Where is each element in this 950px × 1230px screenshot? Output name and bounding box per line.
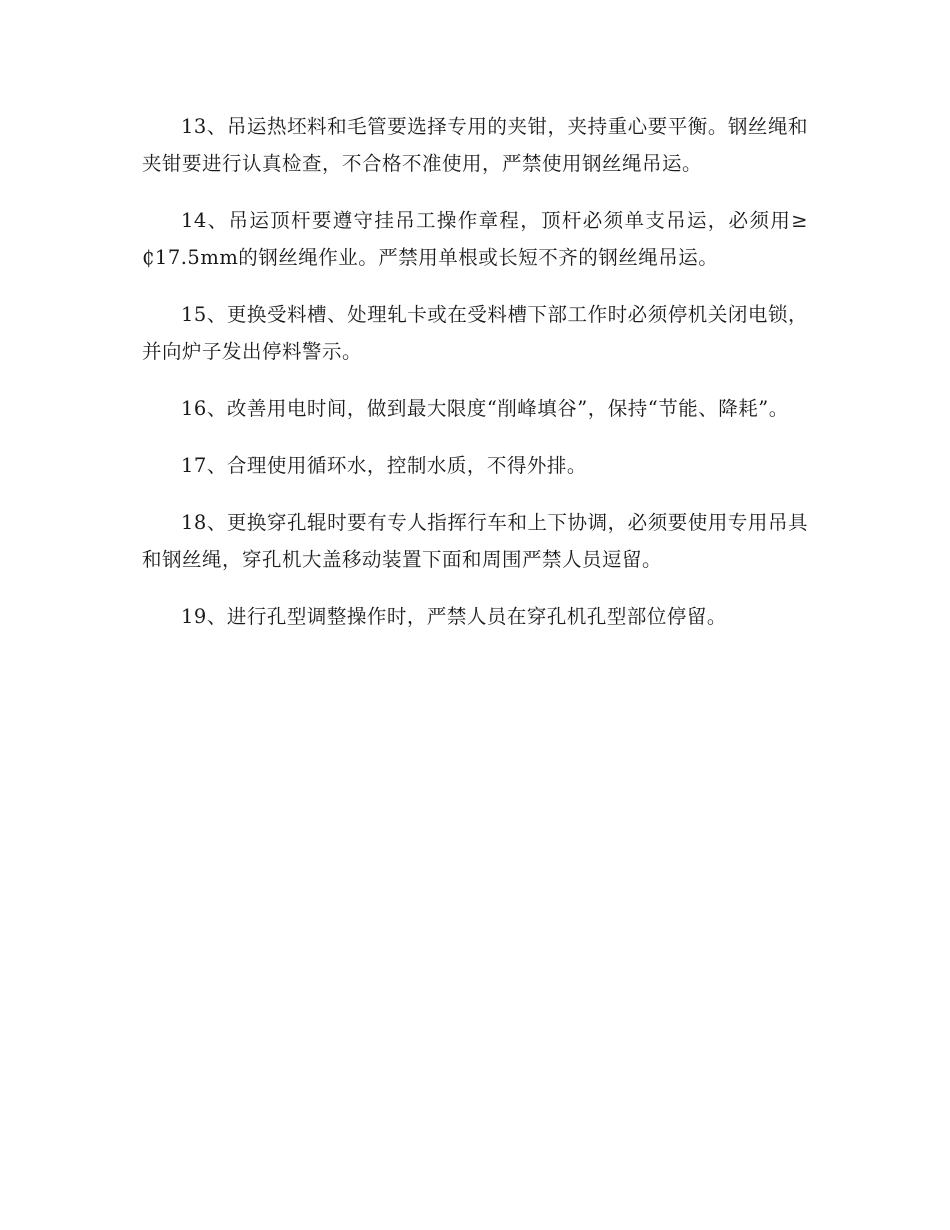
- paragraph-15: 15、更换受料槽、处理轧卡或在受料槽下部工作时必须停机关闭电锁，并向炉子发出停料警示。: [142, 303, 808, 363]
- paragraph-18: 18、更换穿孔辊时要有专人指挥行车和上下协调，必须要使用专用吊具和钢丝绳，穿孔机大盖移动装置下面和周围严禁人员逗留。: [142, 511, 808, 571]
- paragraph-14: 14、吊运顶杆要遵守挂吊工操作章程，顶杆必须单支吊运，必须用≥₵17.5mm的钢丝绳作业。严禁用单根或长短不齐的钢丝绳吊运。: [142, 209, 808, 269]
- paragraph-13: 13、吊运热坯料和毛管要选择专用的夹钳，夹持重心要平衡。钢丝绳和夹钳要进行认真检查，不合格不准使用，严禁使用钢丝绳吊运。: [142, 115, 808, 175]
- document-body: [142, 108, 808, 655]
- paragraph-17: 17、合理使用循环水，控制水质，不得外排。: [181, 454, 587, 477]
- paragraph-19: 19、进行孔型调整操作时，严禁人员在穿孔机孔型部位停留。: [181, 605, 727, 628]
- paragraph-16: 16、改善用电时间，做到最大限度“削峰填谷”，保持“节能、降耗”。: [181, 397, 789, 420]
